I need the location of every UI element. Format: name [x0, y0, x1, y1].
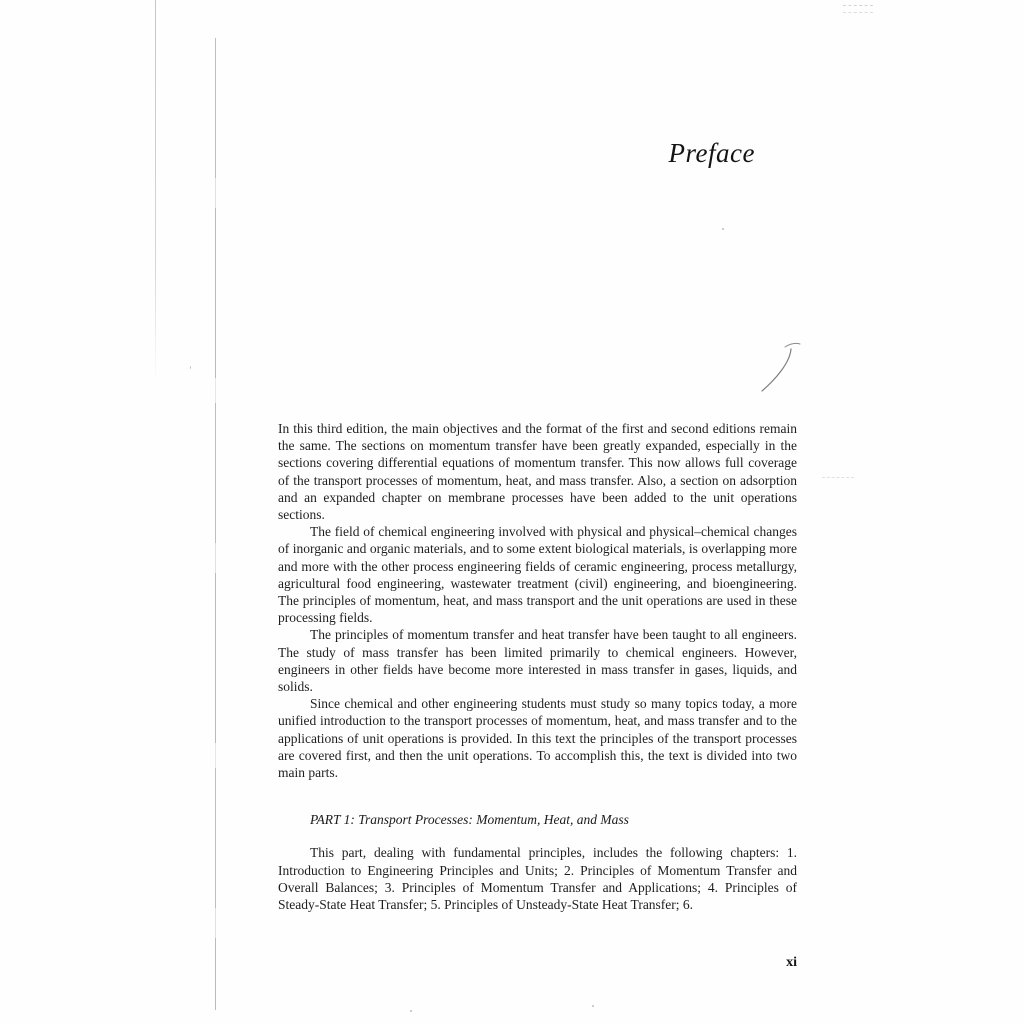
- scan-speck: [592, 1005, 594, 1007]
- page-number: xi: [786, 955, 797, 970]
- scan-speck: [722, 228, 724, 230]
- section-heading-part1: PART 1: Transport Processes: Momentum, Heat, and Mass: [310, 812, 629, 828]
- scan-mark-top-right: [843, 5, 873, 13]
- scan-speck: [410, 1010, 412, 1012]
- scan-edge-line: [155, 0, 156, 382]
- page-title: Preface: [668, 138, 755, 168]
- paragraph: The field of chemical engineering involved with physical and physical–chemical changes of inorganic and organic materials, and to some extent biological materials, is overlapping more and more with the other process engineering fields of ceramic engineering, process metallurgy, agricultural food engineering, wastewater treatment (civil) engineering, and bioengineering. The principles of momentum, heat, and mass transport and the unit operations are used in these processing fields.: [278, 524, 797, 626]
- pen-stroke-mark: [755, 340, 807, 398]
- scan-speck: [190, 366, 191, 369]
- scan-mark-right: [822, 477, 854, 478]
- paragraph: This part, dealing with fundamental principles, includes the following chapters: 1. Introduction to Engineering Principles and Units; 2. Principles of Momentum Transfer and Overall Balances; 3. Principles of Momentum Transfer and Applications; 4. Principles of Steady-State Heat Transfer; 5. Principles of Unsteady-State Heat Transfer; 6.: [278, 845, 797, 913]
- paragraph: The principles of momentum transfer and heat transfer have been taught to all engineers. The study of mass transfer has been limited primarily to chemical engineers. However, engineers in other fields have become more interested in mass transfer in gases, liquids, and solids.: [278, 627, 797, 695]
- paragraph: In this third edition, the main objectives and the format of the first and second editions remain the same. The sections on momentum transfer have been greatly expanded, especially in the sections covering differential equations of momentum transfer. This now allows full coverage of the transport processes of momentum, heat, and mass transfer. Also, a section on adsorption and an expanded chapter on membrane processes have been added to the unit operations sections.: [278, 421, 797, 523]
- scan-gutter-line: [215, 38, 216, 1010]
- paragraph: Since chemical and other engineering students must study so many topics today, a more unified introduction to the transport processes of momentum, heat, and mass transfer and to the applications of unit operations is provided. In this text the principles of the transport processes are covered first, and then the unit operations. To accomplish this, the text is divided into two main parts.: [278, 696, 797, 781]
- preface-body: [278, 420, 797, 913]
